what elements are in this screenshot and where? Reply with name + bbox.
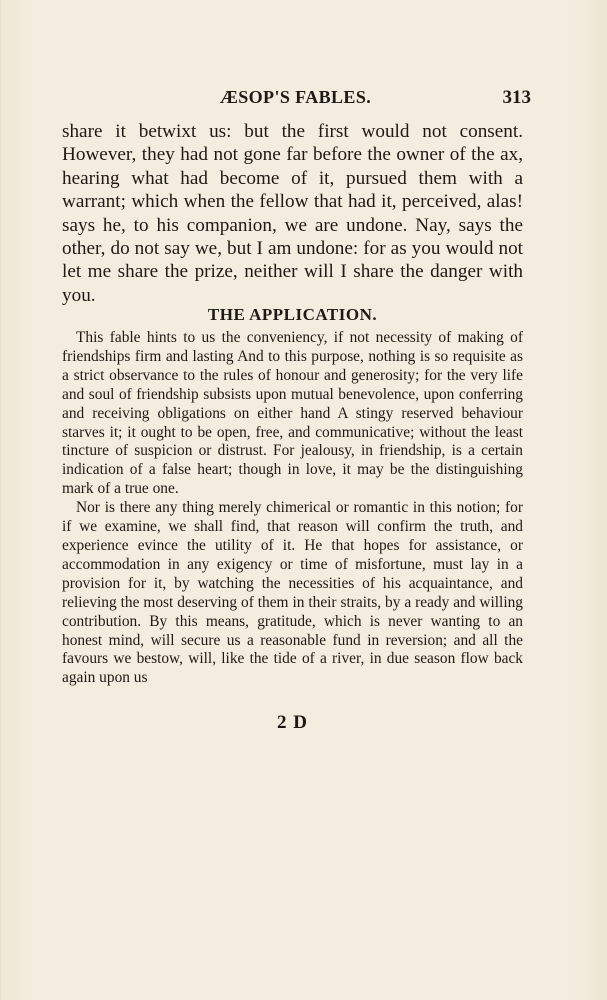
running-title: ÆSOP'S FABLES. — [219, 87, 372, 107]
application-heading: THE APPLICATION. — [207, 305, 378, 324]
application-text — [62, 329, 523, 688]
page-number: 313 — [502, 87, 531, 108]
application-paragraph-1: This fable hints to us the conveniency, if not necessity of making of friendships firm and lasting And to this purpose, nothing is so requisite as a strict observance to the rules of honour and generosity; for the very life and soul of friendship subsists upon mutual benevolence, upon conferring and receiving obligations on either hand A stingy reserved behaviour starves it; it ought to be open, free, and communicative; without the least tincture of suspicion or distrust. For jealousy, in friendship, is a certain indication of a false heart; though in love, it may be the distinguishing mark of a true one. — [62, 329, 523, 498]
page-edge — [0, 0, 1, 1000]
fable-text — [62, 120, 523, 307]
running-head — [62, 87, 529, 109]
application-paragraph-2: Nor is there any thing merely chimerical or romantic in this notion; for if we examine, we shall find, that reason will confirm the truth, and experience evince the utility of it. He that hopes for assistance, or accommodation in any exigency or time of misfortune, must lay in a provision for it, by watching the necessities of his acquaintance, and relieving the most deserving of them in their straits, by a ready and willing contribution. By this means, gratitude, which is never wanting to an honest mind, will secure us a reasonable fund in reversion; and all the favours we bestow, will, like the tide of a river, in due season flow back again upon us — [62, 499, 523, 687]
fable-paragraph: share it betwixt us: but the first would not consent. However, they had not gone far before the owner of the ax, hearing what had become of it, pursued them with a warrant; which when the fellow that had it, perceived, alas! says he, to his companion, we are undone. Nay, says the other, do not say we, but I am undone: for as you would not let me share the prize, neither will I share the danger with you. — [62, 121, 523, 306]
signature-mark: 2 D — [277, 712, 308, 733]
